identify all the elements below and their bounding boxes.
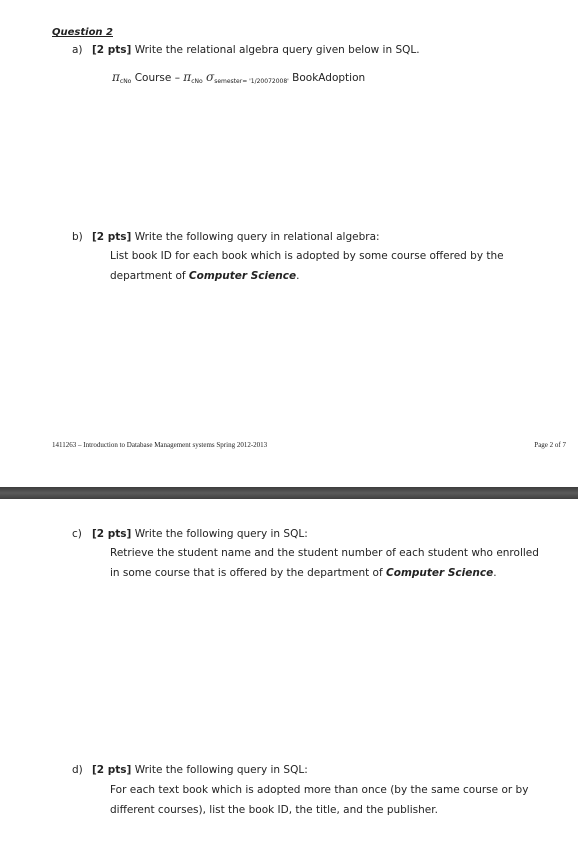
question-d-header (72, 764, 308, 776)
footer-page-number: Page 2 of 7 (534, 441, 566, 449)
question-d-line-2: different courses), list the book ID, the title, and the publisher. (110, 804, 438, 816)
question-a-header (72, 44, 420, 56)
department-name: Computer Science (188, 270, 297, 282)
question-c-line-1: Retrieve the student name and the student number of each student who enrolled (110, 547, 539, 559)
item-letter: c) (72, 528, 82, 540)
department-name: Computer Science (386, 567, 494, 579)
selection-symbol: σ (206, 70, 215, 84)
question-c-line-2 (110, 567, 497, 579)
selection-condition: semester= '1/20072008' (214, 78, 289, 85)
projection-attr: cNo (119, 78, 132, 85)
item-instruction: Write the following query in SQL: (131, 764, 308, 776)
item-instruction: Write the relational algebra query given below in SQL. (131, 44, 420, 56)
points-label: [2 pts] (92, 764, 132, 776)
text-segment: department of (110, 270, 189, 282)
question-b-line-1: List book ID for each book which is adopted by some course offered by the (110, 250, 504, 262)
item-instruction: Write the following query in SQL: (131, 528, 308, 540)
projection-symbol-2: π (183, 70, 192, 84)
points-label: [2 pts] (92, 231, 132, 243)
footer-course-title: 1411263 – Introduction to Database Management systems Spring 2012-2013 (52, 441, 268, 449)
question-b-header (72, 231, 380, 243)
item-instruction: Write the following query in relational algebra: (131, 231, 380, 243)
item-letter: b) (72, 231, 83, 243)
question-title: Question 2 (52, 27, 113, 38)
projection-attr-2: cNo (191, 78, 203, 85)
text-segment: . (493, 567, 497, 579)
text-segment: in some course that is offered by the department of (110, 567, 387, 579)
relation-bookadoption: BookAdoption (288, 72, 366, 84)
minus-operator: – (174, 72, 180, 84)
relation-course: Course (131, 72, 175, 84)
item-letter: a) (72, 44, 83, 56)
relational-algebra-expression (112, 70, 365, 85)
question-b-line-2 (110, 270, 299, 282)
projection-symbol: π (112, 70, 120, 84)
page-separator (0, 487, 578, 499)
question-d-line-1: For each text book which is adopted more than once (by the same course or by (110, 784, 529, 796)
points-label: [2 pts] (92, 44, 132, 56)
question-c-header (72, 528, 308, 540)
document-page-3 (0, 499, 578, 841)
item-letter: d) (72, 764, 83, 776)
text-segment: . (296, 270, 300, 282)
points-label: [2 pts] (92, 528, 132, 540)
